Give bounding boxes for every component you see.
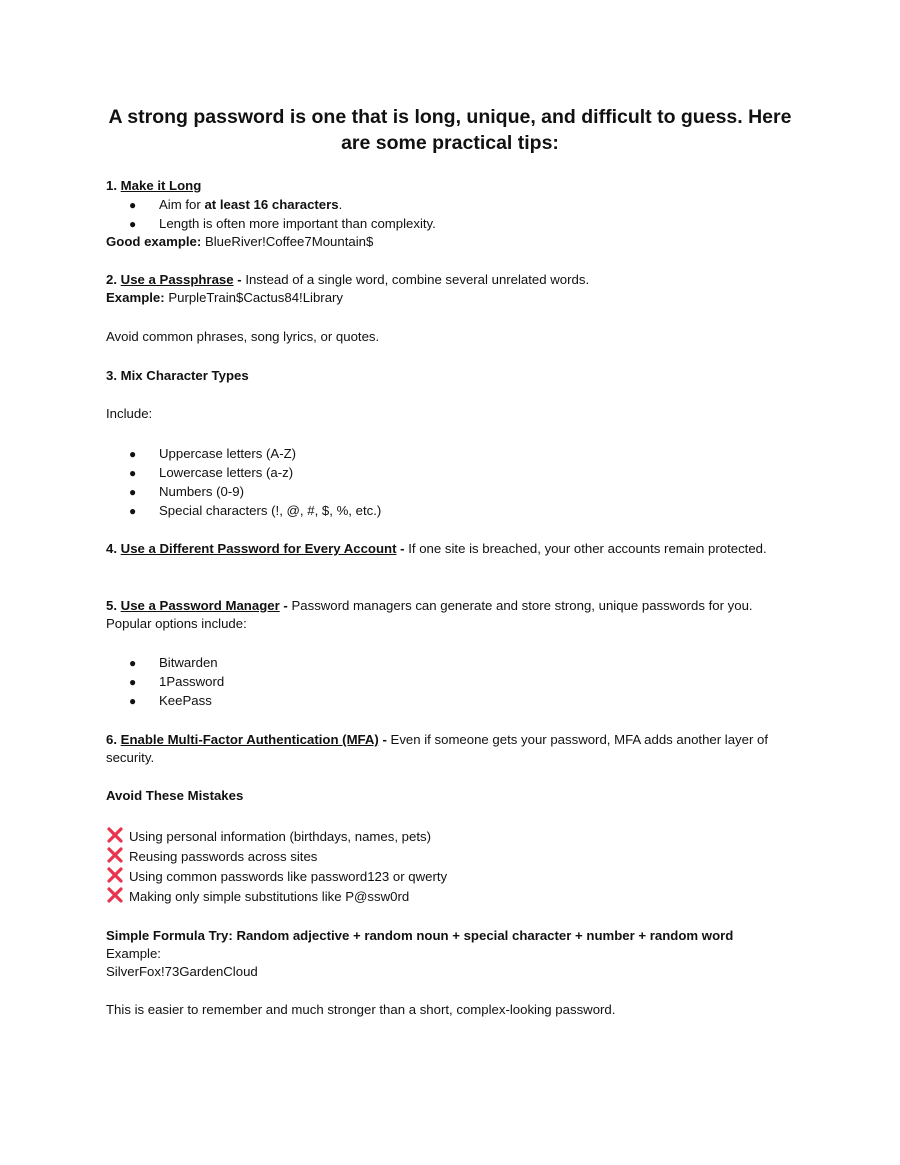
mistake-item: Using personal information (birthdays, names, pets) bbox=[106, 826, 431, 847]
mistakes-heading: Avoid These Mistakes bbox=[106, 788, 244, 803]
section-4-heading: 4. Use a Different Password for Every Account - If one site is breached, your other accounts remain protected. bbox=[106, 541, 767, 556]
section-heading: Make it Long bbox=[120, 178, 202, 193]
formula-example-value: SilverFox!73GardenCloud bbox=[106, 964, 258, 979]
formula-heading: Simple Formula Try: Random adjective + random noun + special character + number + random word bbox=[106, 928, 734, 943]
section-6-heading: 6. Enable Multi-Factor Authentication (MFA) - Even if someone gets your password, MFA adds another layer of security. bbox=[106, 732, 769, 765]
passphrase-note: Avoid common phrases, song lyrics, or quotes. bbox=[106, 329, 380, 344]
list-item: ● Bitwarden bbox=[129, 655, 218, 670]
bullet-icon: ● bbox=[129, 198, 137, 212]
cross-mark-icon bbox=[106, 866, 124, 884]
list-item: ● Length is often more important than complexity. bbox=[129, 216, 436, 231]
mistake-item: Reusing passwords across sites bbox=[106, 846, 317, 867]
mistake-item: Making only simple substitutions like P@ssw0rd bbox=[106, 886, 409, 907]
bullet-icon: ● bbox=[129, 675, 137, 689]
bullet-icon: ● bbox=[129, 485, 137, 499]
section-5-heading: 5. Use a Password Manager - Password managers can generate and store strong, unique passwords for you. Popular options include: bbox=[106, 598, 753, 631]
bullet-icon: ● bbox=[129, 217, 137, 231]
list-item: ● Lowercase letters (a-z) bbox=[129, 465, 294, 480]
cross-mark-icon bbox=[106, 886, 124, 904]
section-2-heading: 2. Use a Passphrase - Instead of a single word, combine several unrelated words. bbox=[106, 272, 590, 287]
list-item: ● 1Password bbox=[129, 674, 225, 689]
list-item: ● Uppercase letters (A-Z) bbox=[129, 446, 297, 461]
bullet-icon: ● bbox=[129, 466, 137, 480]
page-title: A strong password is one that is long, unique, and difficult to guess. Here are some practical tips: bbox=[108, 106, 792, 154]
mistake-item: Using common passwords like password123 or qwerty bbox=[106, 866, 447, 887]
example-line: Example: PurpleTrain$Cactus84!Library bbox=[106, 290, 344, 305]
bullet-icon: ● bbox=[129, 447, 137, 461]
section-1-heading bbox=[106, 177, 800, 195]
list-item: ● Special characters (!, @, #, $, %, etc.) bbox=[129, 503, 382, 518]
closing-text: This is easier to remember and much stronger than a short, complex-looking password. bbox=[106, 1002, 616, 1017]
bullet-icon: ● bbox=[129, 656, 137, 670]
section-number: 1. bbox=[106, 178, 121, 193]
good-example: Good example: BlueRiver!Coffee7Mountain$ bbox=[106, 234, 374, 249]
list-item: ● Numbers (0-9) bbox=[129, 484, 245, 499]
list-item: ● Aim for at least 16 characters. bbox=[129, 197, 343, 212]
bullet-icon: ● bbox=[129, 504, 137, 518]
include-label: Include: bbox=[106, 406, 153, 421]
cross-mark-icon bbox=[106, 826, 124, 844]
cross-mark-icon bbox=[106, 846, 124, 864]
bullet-icon: ● bbox=[129, 694, 137, 708]
section-3-heading: 3. Mix Character Types bbox=[106, 368, 249, 383]
formula-example-label: Example: bbox=[106, 946, 161, 961]
list-item: ● KeePass bbox=[129, 693, 212, 708]
